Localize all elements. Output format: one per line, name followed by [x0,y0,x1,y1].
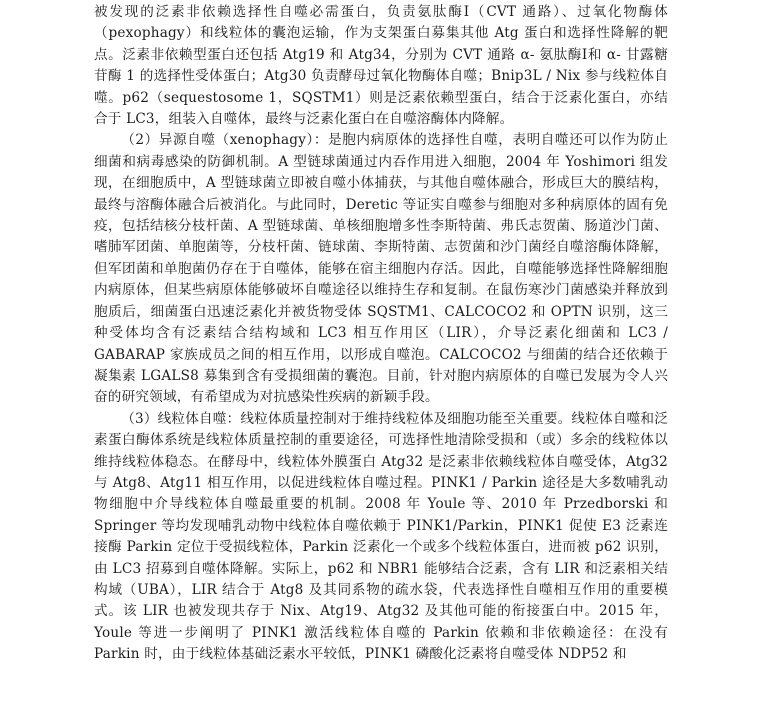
paragraph-xenophagy: （2）异源自噬（xenophagy）：是胞内病原体的选择性自噬，表明自噬还可以作为防止细菌和病毒感染的防御机制。A 型链球菌通过内吞作用进入细胞，2004 年 Yoshimori 组发现，在细胞质中，A 型链球菌立即被自噬小体捕获，与其他自噬体融合，形成巨大的膜结构，最终与溶酶体融合后被消化。与此同时，Deretic 等证实自噬参与细胞对多种病原体的固有免疫，包括结核分枝杆菌、A 型链球菌、单核细胞增多性李斯特菌、弗氏志贺菌、肠道沙门菌、嗜肺军团菌、单胞菌等，分枝杆菌、链球菌、李斯特菌、志贺菌和沙门菌经自噬溶酶体降解，但军团菌和单胞菌仍存在于自噬体，能够在宿主细胞内存活。因此，自噬能够选择性降解细胞内病原体，但某些病原体能够破坏自噬途径以维持生存和复制。在鼠伤寒沙门菌感染并释放到胞质后，细菌蛋白迅速泛素化并被货物受体 SQSTM1、CALCOCO2 和 OPTN 识别，这三种受体均含有泛素结合结构域和 LC3 相互作用区（LIR），介导泛素化细菌和 LC3 / GABARAP 家族成员之间的相互作用，以形成自噬泡。CALCOCO2 与细菌的结合还依赖于凝集素 LGALS8 募集到含有受损细菌的囊泡。目前，针对胞内病原体的自噬已发展为令人兴奋的研究领域，有希望成为对抗感染性疾病的新颖手段。 [94,132,668,406]
paragraph-mitophagy: （3）线粒体自噬：线粒体质量控制对于维持线粒体及细胞功能至关重要。线粒体自噬和泛素蛋白酶体系统是线粒体质量控制的重要途径，可选择性地清除受损和（或）多余的线粒体以维持线粒体稳态。在酵母中，线粒体外膜蛋白 Atg32 是泛素非依赖线粒体自噬受体，Atg32 与 Atg8、Atg11 相互作用，以促进线粒体自噬过程。PINK1 / Parkin 途径是大多数哺乳动物细胞中介导线粒体自噬最重要的机制。2008 年 Youle 等、2010 年 Przedborski 和 Springer 等均发现哺乳动物中线粒体自噬依赖于 PINK1/Parkin，PINK1 促使 E3 泛素连接酶 Parkin 定位于受损线粒体，Parkin 泛素化一个或多个线粒体蛋白，进而被 p62 识别，由 LC3 招募到自噬体降解。实际上，p62 和 NBR1 能够结合泛素，含有 LIR 和泛素相关结构域（UBA），LIR 结合于 Atg8 及其同系物的疏水袋，代表选择性自噬相互作用的重要模式。该 LIR 也被发现共存于 Nix、Atg19、Atg32 及其他可能的衔接蛋白中。2015 年，Youle 等进一步阐明了 PINK1 激活线粒体自噬的 Parkin 依赖和非依赖途径：在没有 Parkin 时，由于线粒体基础泛素水平较低，PINK1 磷酸化泛素将自噬受体 NDP52 和 [94,410,668,663]
paragraph-continuation: 被发现的泛素非依赖选择性自噬必需蛋白，负责氨肽酶Ⅰ（CVT 通路）、过氧化物酶体（pexophagy）和线粒体的囊泡运输，作为支架蛋白募集其他 Atg 蛋白和选择性降解的靶点。泛素非依赖型蛋白还包括 Atg19 和 Atg34，分别为 CVT 通路 α- 氨肽酶Ⅰ和 α- 甘露糖苷酶 1 的选择性受体蛋白；Atg30 负责酵母过氧化物酶体自噬；Bnip3L / Nix 参与线粒体自噬。p62（sequestosome 1，SQSTM1）则是泛素依赖型蛋白，结合于泛素化蛋白，亦结合于 LC3，组装入自噬体，最终与泛素化蛋白在自噬溶酶体内降解。 [94,4,668,128]
document-body [94,2,668,666]
